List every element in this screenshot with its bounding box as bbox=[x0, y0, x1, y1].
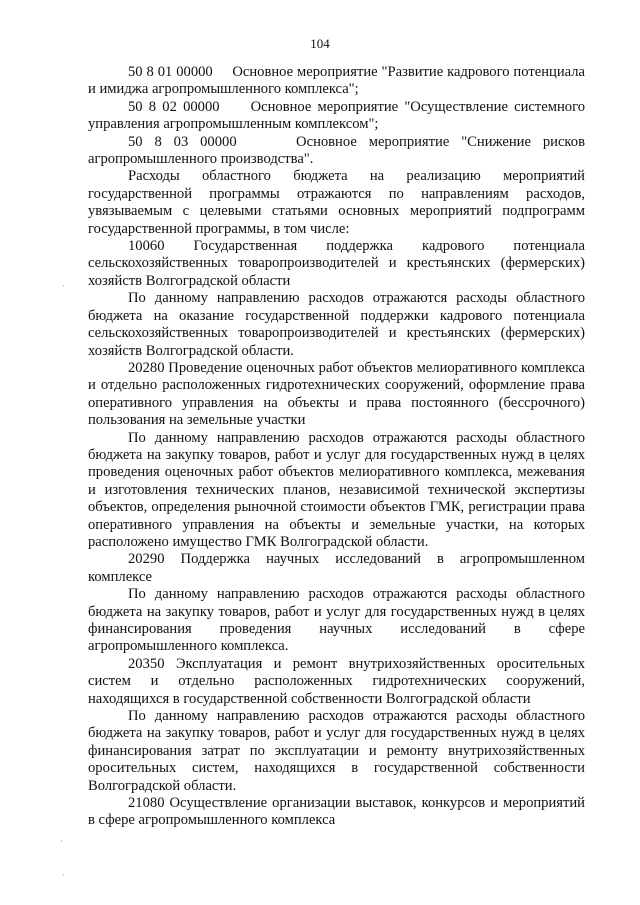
paragraph-text: По данному направлению расходов отражаются расходы областного бюджета на закупку товаров, работ и услуг для государственных нужд в целях финансирования проведения научных исследований в сфере агропромышленного комплекса. bbox=[88, 586, 585, 655]
paragraph-text: Проведение оценочных работ объектов мелиоративного комплекса и отдельно расположенных гидротехнических сооружений, оформление права оперативного управления на объекты и права постоянного (бессрочного) пользования на земельные участки bbox=[88, 359, 585, 429]
paragraph-text: Эксплуатация и ремонт внутрихозяйственных оросительных систем и отдельно расположенных гидротехнических сооружений, находящихся в государственной собственности Волгоградской области bbox=[88, 655, 585, 707]
code-label: 21080 bbox=[128, 795, 165, 812]
scan-speck: · bbox=[62, 871, 65, 881]
scan-speck: · bbox=[62, 282, 65, 292]
code-label: 20290 bbox=[128, 551, 165, 568]
code-label: 50 8 02 00000 bbox=[128, 98, 220, 115]
paragraph-text: Осуществление организации выставок, конкурсов и мероприятий в сфере агропромышленного комплекса bbox=[88, 795, 585, 829]
paragraph-21080 bbox=[88, 795, 585, 830]
paragraph-50-8-02 bbox=[88, 99, 585, 134]
document-body bbox=[88, 64, 585, 830]
paragraph-50-8-01 bbox=[88, 64, 585, 99]
code-label: 50 8 03 00000 bbox=[128, 133, 237, 150]
scan-speck: · bbox=[60, 837, 63, 847]
code-label: 50 8 01 00000 bbox=[128, 64, 213, 80]
paragraph-text: Основное мероприятие "Снижение рисков агропромышленного производства". bbox=[88, 133, 585, 168]
paragraph-20290 bbox=[88, 551, 585, 586]
page-number: 104 bbox=[310, 36, 330, 51]
code-label: 20280 bbox=[128, 359, 165, 376]
paragraph-50-8-03 bbox=[88, 134, 585, 169]
paragraph-text: По данному направлению расходов отражаются расходы областного бюджета на оказание государственной поддержки кадрового потенциала сельскохозяйственных товаропроизводителей и крестьянских (фермерских) хозяйств Волгоградской области. bbox=[88, 290, 585, 359]
paragraph-text: Основное мероприятие "Осуществление системного управления агропромышленным комплексом"; bbox=[88, 98, 585, 133]
paragraph-20290-desc bbox=[88, 586, 585, 656]
paragraph-10060 bbox=[88, 238, 585, 290]
paragraph-text: Расходы областного бюджета на реализацию мероприятий государственной программы отражаются по направлениям расходов, увязываемым с целевыми статьями основных мероприятий подпрограмм государственной программы, в том числе: bbox=[88, 168, 585, 237]
paragraph-10060-desc bbox=[88, 290, 585, 360]
paragraph-20350-desc bbox=[88, 708, 585, 795]
paragraph-text: По данному направлению расходов отражаются расходы областного бюджета на закупку товаров, работ и услуг для государственных нужд в целях финансирования затрат по эксплуатации и ремонту внутрихозяйственных оросительных систем, находящихся в государственной собственности Волгоградской области. bbox=[88, 708, 585, 794]
paragraph-text: Поддержка научных исследований в агропромышленном комплексе bbox=[88, 551, 585, 585]
code-label: 10060 bbox=[128, 238, 165, 255]
paragraph-intro bbox=[88, 168, 585, 238]
paragraph-20280 bbox=[88, 360, 585, 430]
paragraph-text: Основное мероприятие "Развитие кадрового потенциала и имиджа агропромышленного комплекса"; bbox=[88, 64, 585, 98]
paragraph-text: Государственная поддержка кадрового потенциала сельскохозяйственных товаропроизводителей и крестьянских (фермерских) хозяйств Волгоградской области bbox=[88, 238, 586, 289]
paragraph-20350 bbox=[88, 656, 585, 708]
paragraph-20280-desc bbox=[88, 430, 585, 552]
paragraph-text: По данному направлению расходов отражаются расходы областного бюджета на закупку товаров, работ и услуг для государственных нужд в целях проведения оценочных работ объектов мелиоративного комплекса, межевания и изготовления технических планов, независимой технической экспертизы объектов, определения рыночной стоимости объектов ГМК, регистрации права оперативного управления на объекты и земельные участки, на которых расположено имущество ГМК Волгоградской области. bbox=[88, 429, 585, 550]
code-label: 20350 bbox=[128, 655, 165, 672]
